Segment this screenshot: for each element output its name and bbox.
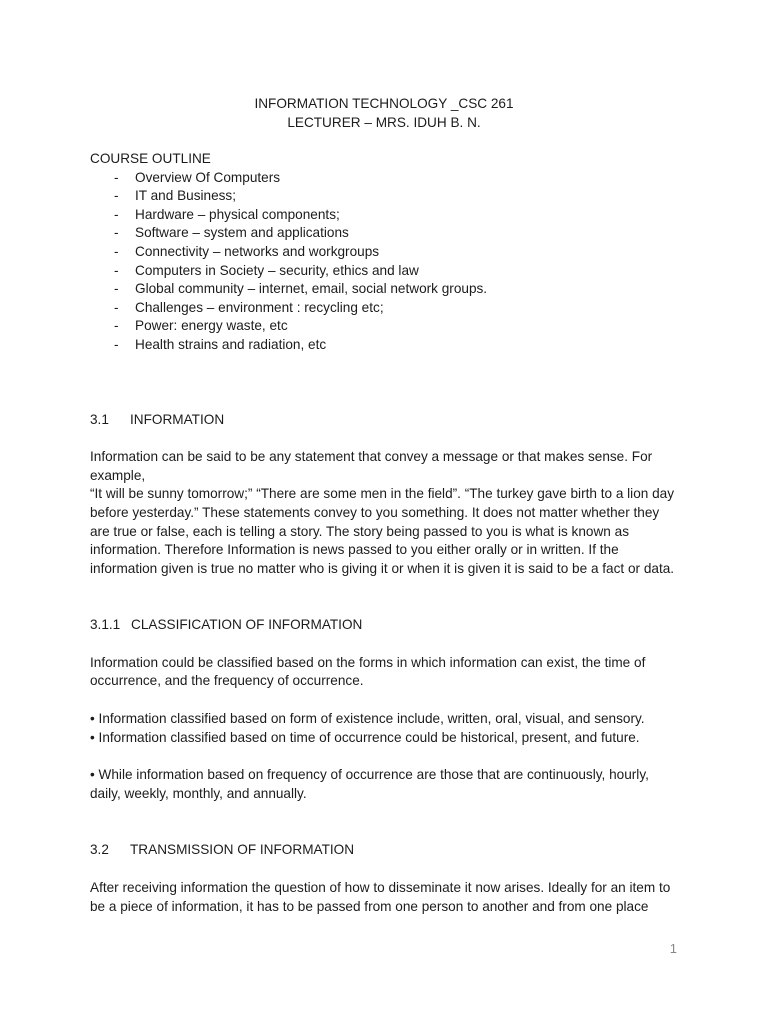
dash-bullet: - [114, 336, 119, 352]
dash-bullet: - [114, 225, 119, 241]
dash-bullet: - [114, 299, 119, 315]
outline-item: - IT and Business; [90, 187, 680, 206]
paragraph: After receiving information the question of how to disseminate it now arises. Ideally for an item to be a piece of information, it has to be passed from one person to another and from one place [90, 880, 671, 914]
paragraph: Information can be said to be any statement that convey a message or that makes sense. For example, [90, 449, 653, 483]
section-heading-3-2 [90, 841, 680, 860]
outline-item: - Challenges – environment : recycling etc; [90, 299, 680, 318]
outline-item: - Computers in Society – security, ethics and law [90, 262, 680, 281]
document-body [90, 150, 680, 916]
lecturer-line: LECTURER – MRS. IDUH B. N. [287, 115, 481, 130]
outline-item: - Hardware – physical components; [90, 206, 680, 225]
section-heading-3-1 [90, 411, 680, 430]
section-number: 3.1 [90, 411, 109, 427]
section-number: 3.1.1 [90, 617, 121, 633]
outline-item: - Power: energy waste, etc [90, 317, 680, 336]
bullet-paragraph: • Information classified based on form of existence include, written, oral, visual, and sensory. [90, 711, 645, 727]
section-title: CLASSIFICATION OF INFORMATION [131, 617, 363, 633]
outline-item: - Overview Of Computers [90, 169, 680, 188]
dash-bullet: - [114, 206, 119, 222]
paragraph: “It will be sunny tomorrow;” “There are some men in the field”. “The turkey gave birth to a lion day before yesterday.” These statements convey to you something. It does not matter whether they are true or false, each is telling a story. The story being passed to you is what is known as information. Therefore Information is news passed to you either orally or in written. If the information given is true no matter who is giving it or when it is given it is said to be a fact or data. [90, 486, 675, 576]
dash-bullet: - [114, 188, 119, 204]
section-number: 3.2 [90, 842, 109, 858]
dash-bullet: - [114, 169, 119, 185]
bullet-paragraph: • Information classified based on time of occurrence could be historical, present, and future. [90, 729, 640, 745]
dash-bullet: - [114, 262, 119, 278]
outline-item: - Global community – internet, email, social network groups. [90, 280, 680, 299]
section-title: INFORMATION [130, 411, 225, 427]
outline-item: - Connectivity – networks and workgroups [90, 243, 680, 262]
dash-bullet: - [114, 318, 119, 334]
dash-bullet: - [114, 281, 119, 297]
section-heading-3-1-1 [90, 616, 680, 635]
course-title: INFORMATION TECHNOLOGY _CSC 261 [254, 96, 514, 111]
course-outline-list [90, 169, 680, 355]
page-number: 1 [669, 941, 677, 956]
bullet-paragraph: • While information based on frequency of occurrence are those that are continuously, hourly, daily, weekly, monthly, and annually. [90, 767, 649, 801]
document-header [0, 94, 768, 132]
dash-bullet: - [114, 243, 119, 259]
paragraph: Information could be classified based on the forms in which information can exist, the time of occurrence, and the frequency of occurrence. [90, 654, 646, 689]
course-outline-title: COURSE OUTLINE [90, 151, 211, 166]
outline-item: - Software – system and applications [90, 224, 680, 243]
outline-item: - Health strains and radiation, etc [90, 336, 680, 355]
section-title: TRANSMISSION OF INFORMATION [130, 842, 355, 858]
